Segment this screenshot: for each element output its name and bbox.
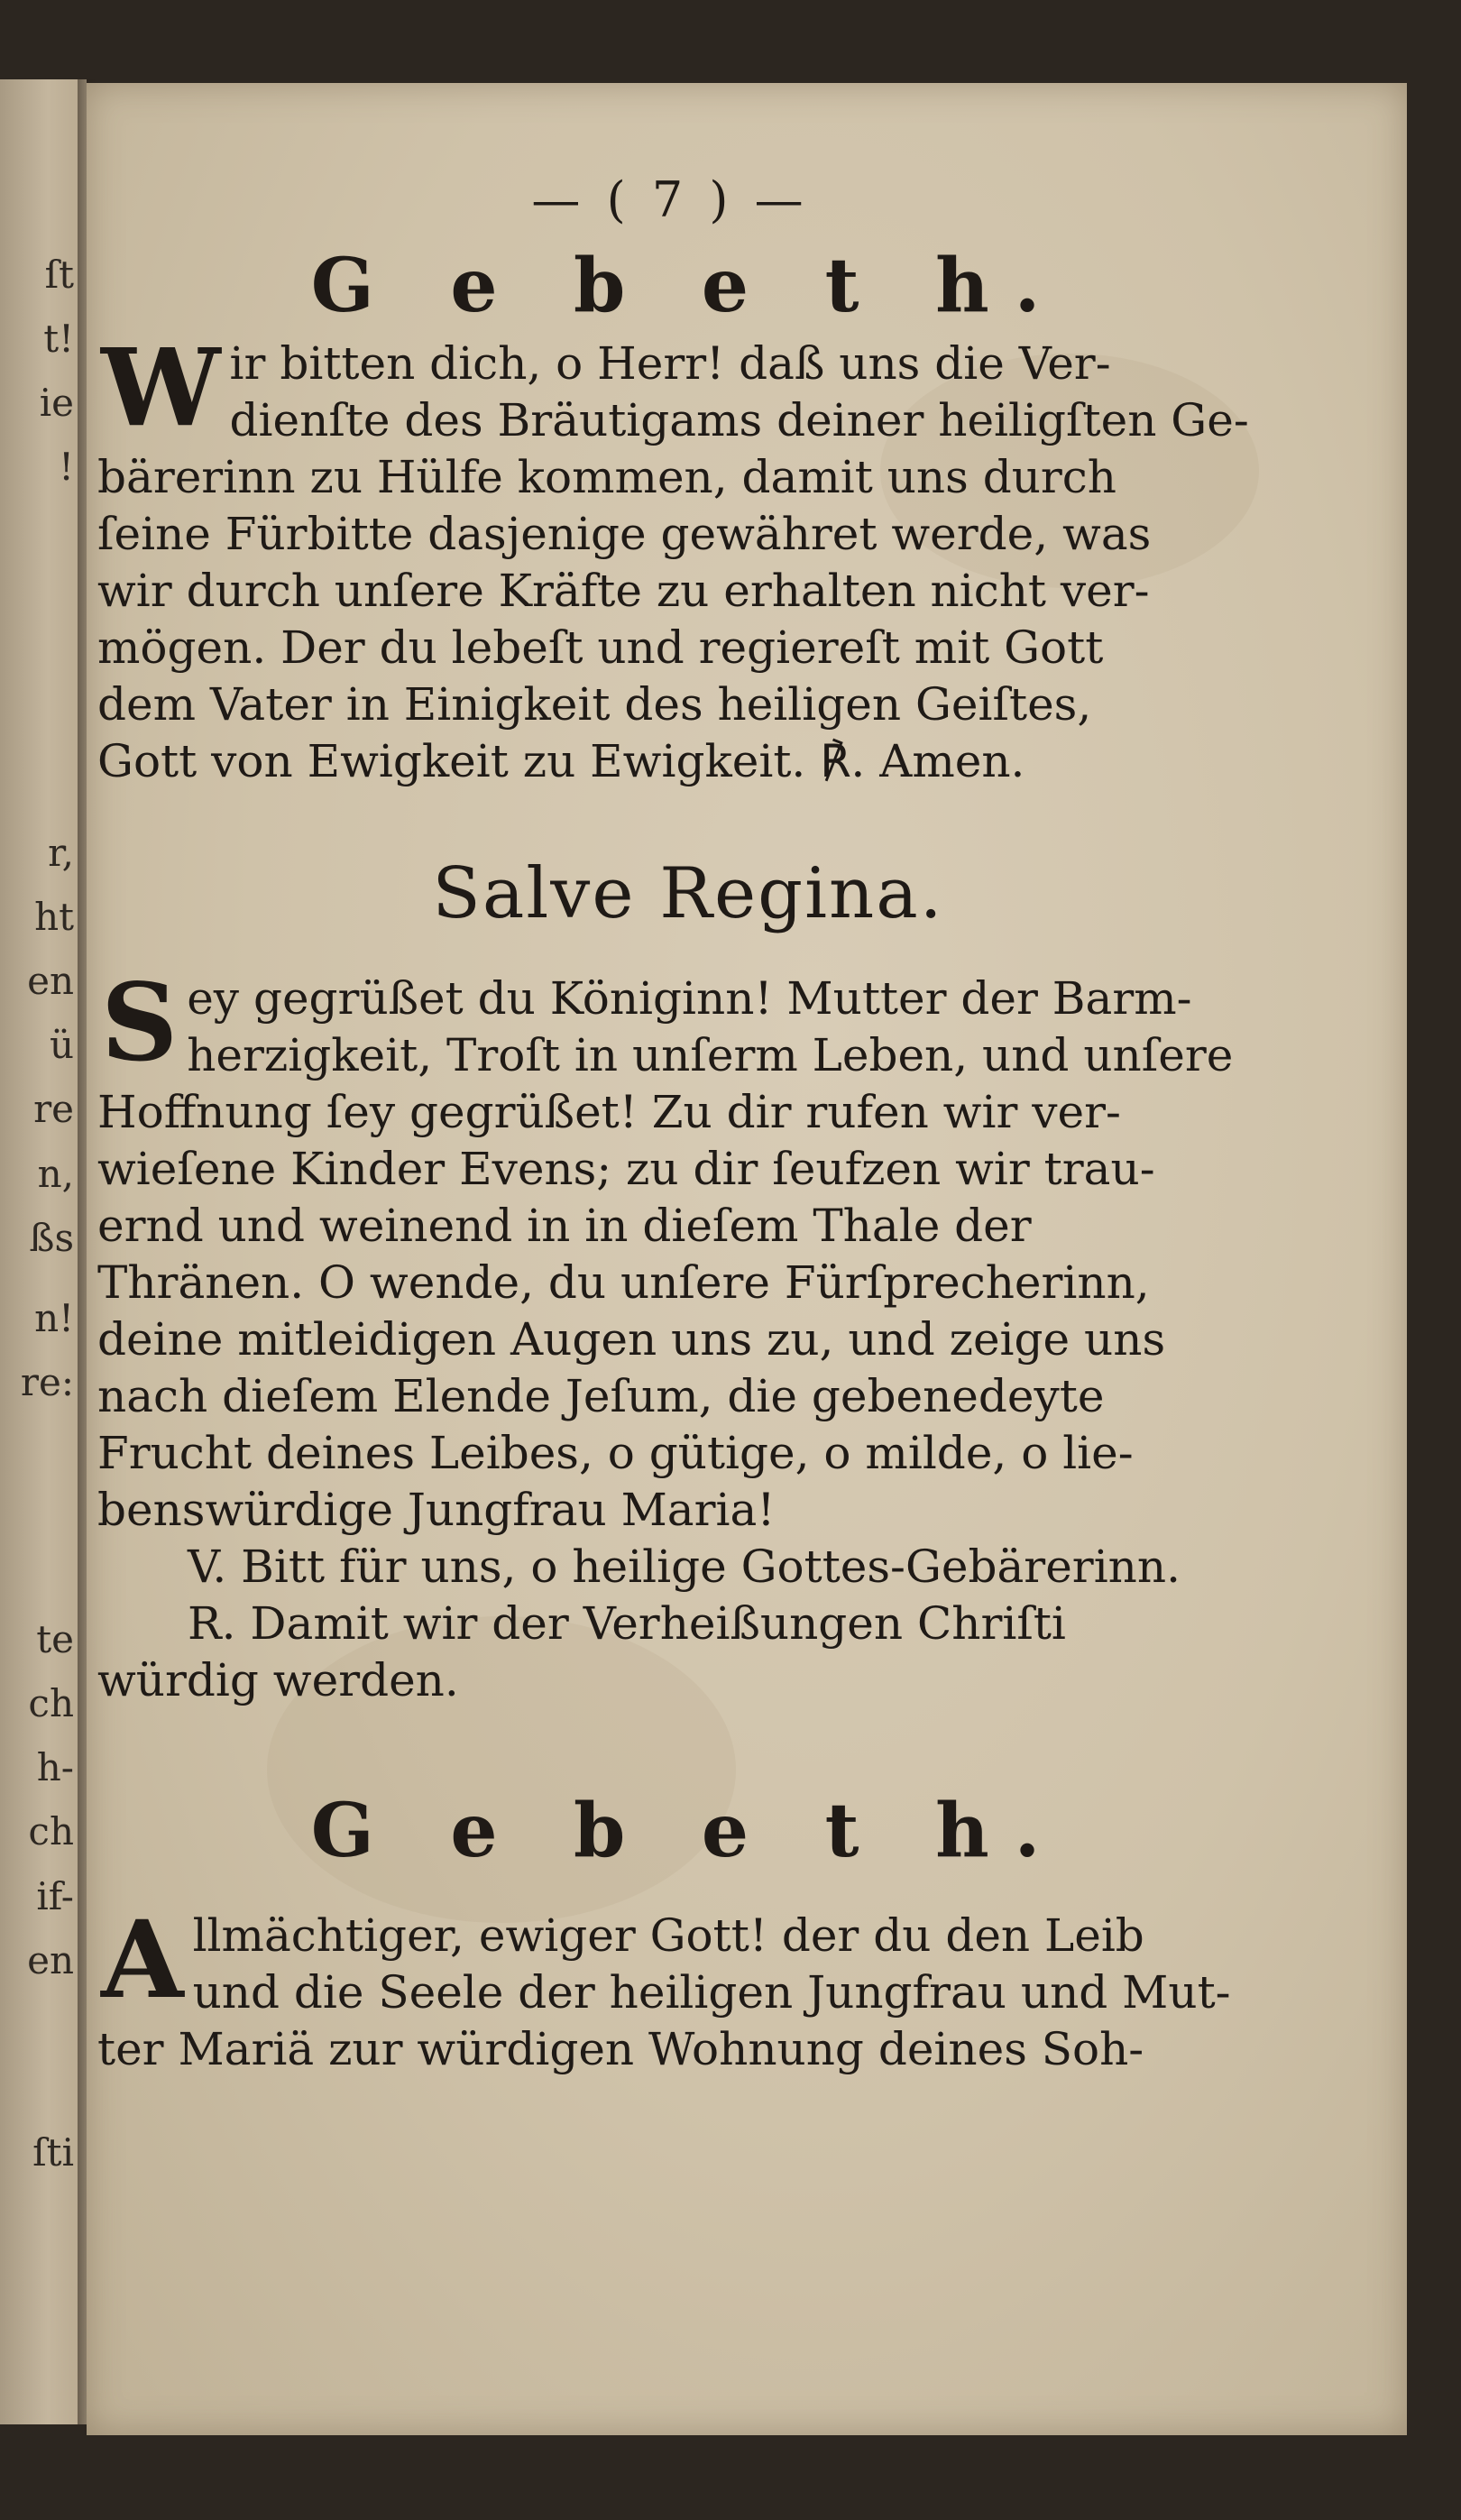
text-line: dienſte des Bräutigams deiner heiligſten Ge- (229, 394, 1249, 446)
adjacent-page-text: re (33, 1087, 74, 1132)
text-line: dem Vater in Einigkeit des heiligen Geiſtes, (97, 678, 1092, 731)
drop-cap: A (101, 1897, 184, 2022)
text-line: llmächtiger, ewiger Gott! der du den Leib (192, 1909, 1144, 1962)
adjacent-page-text: t! (43, 317, 74, 361)
response-continuation: würdig werden. (97, 1654, 459, 1706)
text-line: wieſene Kinder Evens; zu dir ſeufzen wir trau- (97, 1143, 1155, 1195)
page-number: — ( 7 ) — (531, 171, 809, 228)
page-text (97, 164, 1279, 2078)
salve-regina-heading: Salve Regina. (432, 853, 944, 934)
adjacent-page-text: ht (34, 894, 74, 939)
text-line: ey gegrüßet du Königinn! Mutter der Barm- (187, 972, 1192, 1025)
text-line: herzigkeit, Troſt in unſerm Leben, und unſere (187, 1029, 1234, 1081)
adjacent-page-text: ßs (29, 1215, 74, 1260)
text-line: ir bitten dich, o Herr! daß uns die Ver- (229, 337, 1111, 390)
adjacent-page-text: ch (28, 1681, 74, 1725)
prayer-heading: G e b e t h. (310, 243, 1066, 329)
adjacent-page-text: ie (39, 381, 74, 426)
text-line: Frucht deines Leibes, o gütige, o milde, o lie- (97, 1427, 1134, 1479)
response: R. Damit wir der Verheißungen Chriſti (188, 1597, 1066, 1650)
adjacent-page-text: r, (48, 830, 74, 875)
text-line: Gott von Ewigkeit zu Ewigkeit. ℟. Amen. (97, 735, 1025, 787)
text-line: wir durch unſere Kräfte zu erhalten nicht ver- (97, 565, 1150, 617)
prayer-paragraph (97, 1897, 1279, 2078)
adjacent-page-text: n, (37, 1151, 74, 1196)
versicle: V. Bitt für uns, o heilige Gottes-Gebärerinn. (188, 1541, 1181, 1593)
text-line: Thränen. O wende, du unſere Fürſprecherinn, (97, 1256, 1150, 1309)
adjacent-page-text: n! (34, 1295, 74, 1340)
text-line: und die Seele der heiligen Jungfrau und Mut- (192, 1966, 1231, 2019)
adjacent-page-text: re: (20, 1360, 74, 1404)
drop-cap: W (101, 325, 221, 450)
adjacent-page-text: ſt (44, 252, 74, 297)
adjacent-page-text: ch (28, 1809, 74, 1854)
text-line: ernd und weinend in in dieſem Thale der (97, 1200, 1032, 1252)
drop-cap: S (101, 960, 179, 1085)
adjacent-page-text: en (27, 959, 74, 1003)
adjacent-page-text: te (36, 1616, 74, 1661)
text-line: nach dieſem Elende Jeſum, die gebenedeyte (97, 1370, 1105, 1422)
adjacent-page-text: en (27, 1937, 74, 1982)
adjacent-page-text: ! (59, 445, 74, 490)
text-line: ſeine Fürbitte dasjenige gewähret werde, was (97, 508, 1152, 560)
text-line: benswürdige Jungfrau Maria! (97, 1484, 776, 1536)
adjacent-page-text: ü (49, 1023, 74, 1068)
book-page (87, 83, 1407, 2435)
adjacent-page-text: if- (36, 1873, 74, 1918)
adjacent-page-fragment (0, 79, 87, 2424)
text-line: bärerinn zu Hülfe kommen, damit uns durch (97, 451, 1117, 503)
text-line: deine mitleidigen Augen uns zu, und zeige uns (97, 1313, 1166, 1366)
prayer-heading: G e b e t h. (310, 1788, 1066, 1874)
prayer-paragraph (97, 325, 1279, 790)
adjacent-page-text: ſti (32, 2130, 74, 2175)
text-line: mögen. Der du lebeſt und regiereſt mit Gott (97, 621, 1104, 674)
salve-regina-paragraph (97, 960, 1279, 1539)
text-line: ter Mariä zur würdigen Wohnung deines Soh- (97, 2023, 1144, 2075)
text-line: Hoffnung ſey gegrüßet! Zu dir rufen wir ver- (97, 1086, 1121, 1138)
adjacent-page-text: h- (36, 1745, 74, 1790)
